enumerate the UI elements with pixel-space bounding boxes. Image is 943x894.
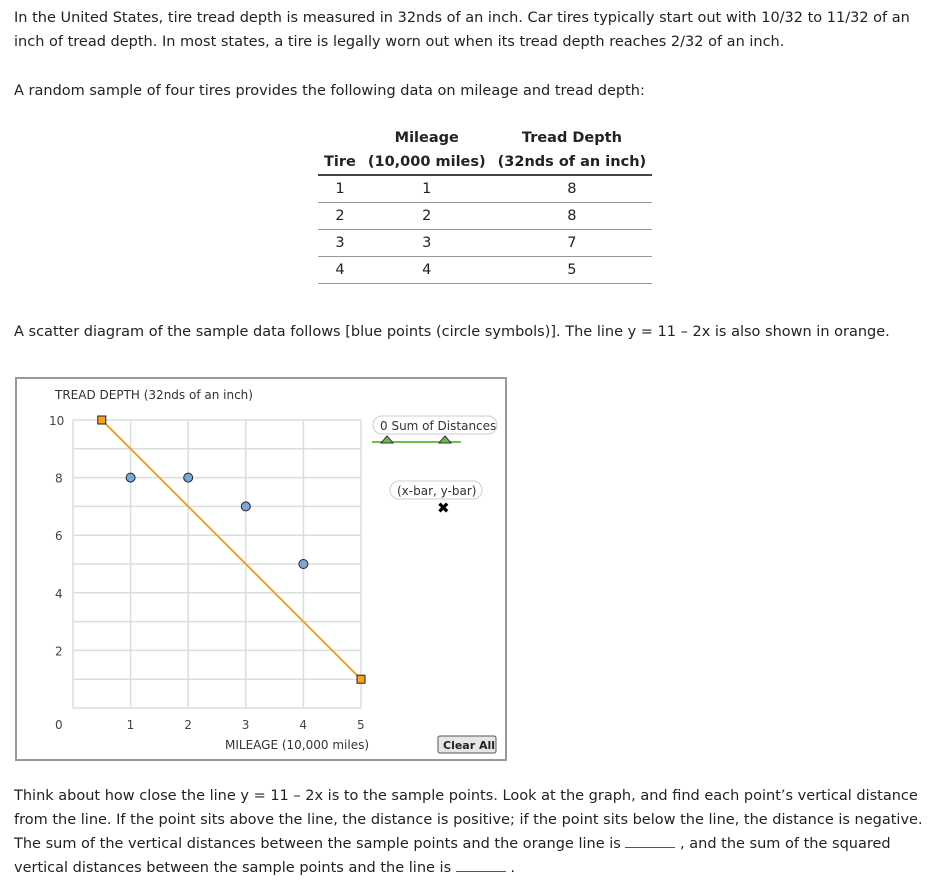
data-point xyxy=(299,560,308,569)
x-axis-label: MILEAGE (10,000 miles) xyxy=(225,738,370,752)
table-row xyxy=(318,203,652,230)
col-header xyxy=(318,126,362,150)
y-tick-label: 6 xyxy=(55,529,63,544)
x-tick-label: 0 xyxy=(55,718,63,732)
table-cell: 3 xyxy=(362,230,492,257)
question-text xyxy=(14,784,939,880)
x-tick-label: 2 xyxy=(184,718,192,732)
data-point xyxy=(126,473,135,482)
triangle-handle-icon[interactable] xyxy=(439,436,451,443)
y-tick-label: 2 xyxy=(55,644,63,659)
y-tick-label: 4 xyxy=(55,586,63,601)
data-point xyxy=(184,473,193,482)
col-header: Tire xyxy=(318,150,362,175)
question-part1: Think about how close the line y = 11 – 2x is to the sample points. Look at the graph, and find each point’s vertical distance from the line. If the point sits above the line, the distance is positive; if the point sits below the line, the distance is negative. The sum of the vertical distances between the sample points and the orange line is xyxy=(14,788,923,852)
table-row xyxy=(318,230,652,257)
data-table xyxy=(318,126,652,284)
col-header: Mileage xyxy=(394,130,459,146)
table-cell: 5 xyxy=(492,257,653,284)
mean-label: (x-bar, y-bar) xyxy=(397,484,477,498)
col-header: Tread Depth xyxy=(521,130,622,146)
table-cell: 7 xyxy=(492,230,653,257)
col-header: (10,000 miles) xyxy=(362,150,492,175)
x-tick-label: 1 xyxy=(126,718,135,732)
x-mark-icon[interactable]: ✖ xyxy=(437,499,450,517)
table-cell: 8 xyxy=(492,175,653,203)
intro-text: In the United States, tire tread depth is measured in 32nds of an inch. Car tires typically start out with 10/32 to 11/32 of an inch of tread depth. In most states, a tire is legally worn out when its tread depth reaches 2/32 of an inch. xyxy=(14,10,910,50)
y-axis-label: TREAD DEPTH (32nds of an inch) xyxy=(55,388,253,402)
y-tick-label: 8 xyxy=(55,471,63,486)
col-header: (32nds of an inch) xyxy=(492,150,653,175)
question-part2: , and the sum of the squared vertical distances between the sample points and the line is xyxy=(14,836,891,876)
sum-distances-control[interactable] xyxy=(372,416,497,443)
line-handle-square-icon[interactable] xyxy=(98,416,106,424)
x-tick-label: 5 xyxy=(357,718,365,732)
chart-svg[interactable] xyxy=(17,379,505,759)
data-point xyxy=(241,502,250,511)
x-tick-label: 3 xyxy=(241,718,250,732)
sum-distances-answer[interactable] xyxy=(625,833,675,848)
table-cell: 1 xyxy=(318,175,362,203)
x-tick-label: 4 xyxy=(299,718,308,732)
clear-all-label: Clear All xyxy=(443,739,496,752)
table-cell: 4 xyxy=(362,257,492,284)
triangle-handle-icon[interactable] xyxy=(381,436,393,443)
y-tick-label: 10 xyxy=(49,414,65,428)
sum-squared-answer[interactable] xyxy=(456,857,506,872)
table-row xyxy=(318,257,652,284)
sample-intro: A random sample of four tires provides the following data on mileage and tread depth: xyxy=(14,83,645,99)
question-part3: . xyxy=(505,860,515,876)
table-cell: 8 xyxy=(492,203,653,230)
table-cell: 3 xyxy=(318,230,362,257)
sum-distances-label: 0 Sum of Distances xyxy=(380,419,497,433)
scatter-intro: A scatter diagram of the sample data follows [blue points (circle symbols)]. The line y = 11 – 2x is also shown in orange. xyxy=(14,324,890,340)
table-cell: 2 xyxy=(362,203,492,230)
table-cell: 4 xyxy=(318,257,362,284)
mean-point-control[interactable] xyxy=(390,481,482,517)
table-cell: 2 xyxy=(318,203,362,230)
table-row xyxy=(318,175,652,203)
table-cell: 1 xyxy=(362,175,492,203)
scatter-chart[interactable] xyxy=(15,377,507,761)
line-handle-square-icon[interactable] xyxy=(357,675,365,683)
clear-all-button[interactable] xyxy=(438,736,496,753)
